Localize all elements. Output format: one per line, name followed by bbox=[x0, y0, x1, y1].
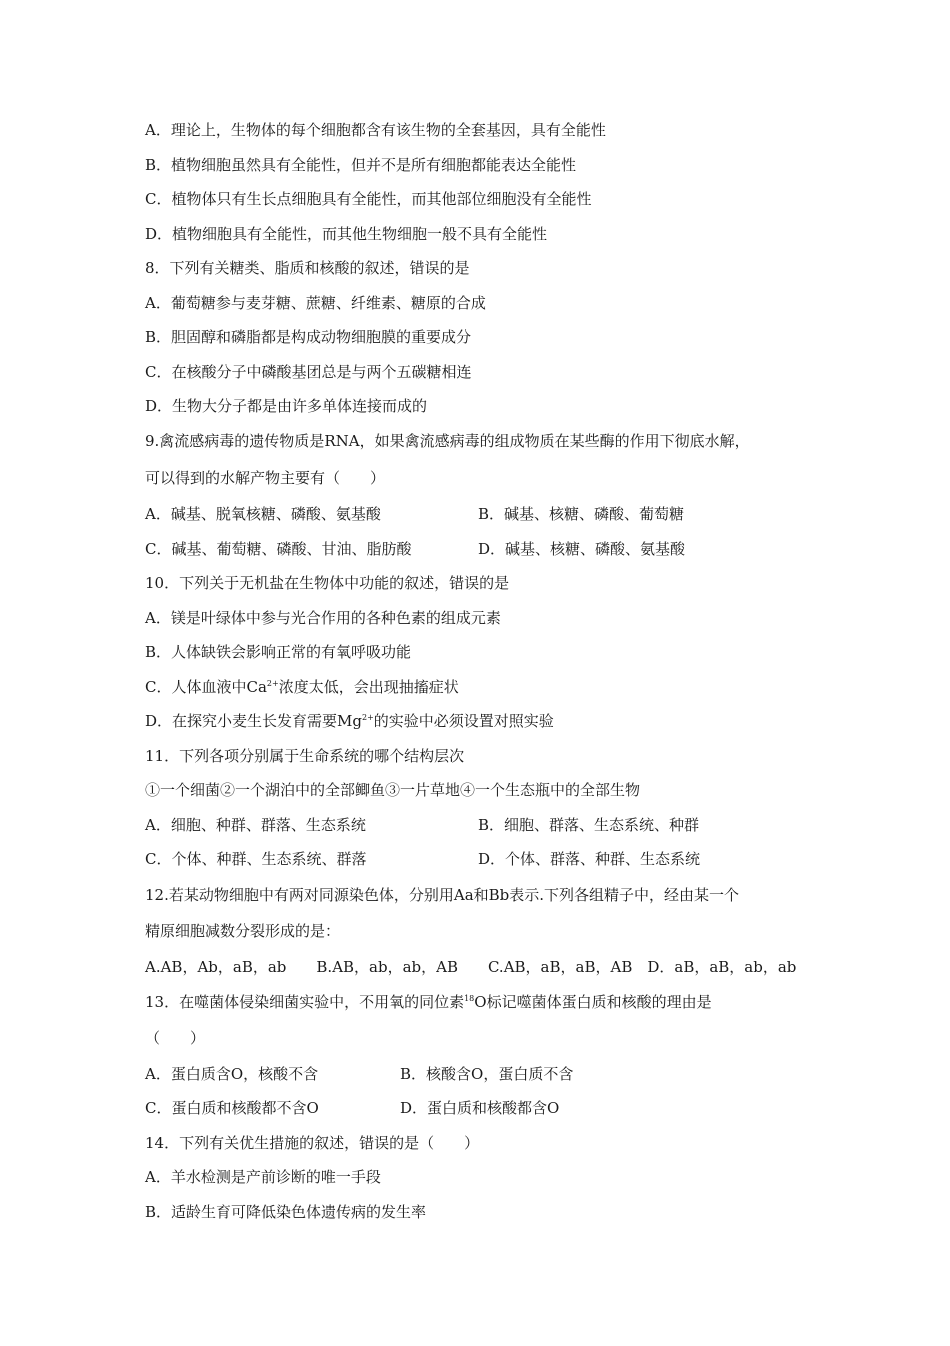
q10-option-c-post: 浓度太低，会出现抽搐症状 bbox=[278, 678, 459, 696]
q12-options: A.AB，Ab，aB，ab B.AB，ab，ab，AB C.AB，aB，aB，AB D．aB，aB，ab，ab bbox=[145, 958, 797, 976]
q10-option-c-sup: 2+ bbox=[266, 679, 279, 688]
q7-option-d: D．植物细胞具有全能性，而其他生物细胞一般不具有全能性 bbox=[145, 225, 548, 243]
q7-option-a: A．理论上，生物体的每个细胞都含有该生物的全套基因，具有全能性 bbox=[145, 121, 606, 139]
q8-option-c: C．在核酸分子中磷酸基团总是与两个五碳糖相连 bbox=[145, 363, 472, 381]
q14-option-b: B．适龄生育可降低染色体遗传病的发生率 bbox=[145, 1203, 427, 1221]
q11-option-a: A．细胞、种群、群落、生态系统 bbox=[145, 816, 366, 834]
q11-items: ①一个细菌②一个湖泊中的全部鲫鱼③一片草地④一个生态瓶中的全部生物 bbox=[145, 781, 641, 799]
q10-option-c-pre: C．人体血液中Ca bbox=[145, 678, 267, 696]
q9-option-c: C．碱基、葡萄糖、磷酸、甘油、脂肪酸 bbox=[145, 540, 412, 558]
q13-answer-paren: （ ） bbox=[145, 1029, 206, 1047]
q13-stem-sup: 18 bbox=[464, 994, 475, 1003]
q10-stem: 10．下列关于无机盐在生物体中功能的叙述，错误的是 bbox=[145, 574, 510, 592]
q9-stem-line1: 9.禽流感病毒的遗传物质是RNA，如果禽流感病毒的组成物质在某些酶的作用下彻底水解， bbox=[145, 432, 750, 450]
q13-option-a: A．蛋白质含O，核酸不含 bbox=[145, 1065, 319, 1083]
q10-option-d bbox=[145, 711, 554, 731]
q8-option-a: A．葡萄糖参与麦芽糖、蔗糖、纤维素、糖原的合成 bbox=[145, 294, 486, 312]
q10-option-b: B．人体缺铁会影响正常的有氧呼吸功能 bbox=[145, 643, 412, 661]
q10-option-c bbox=[145, 677, 459, 697]
q11-option-b: B．细胞、群落、生态系统、种群 bbox=[478, 816, 700, 834]
q14-option-a: A．羊水检测是产前诊断的唯一手段 bbox=[145, 1168, 381, 1186]
q8-option-d: D．生物大分子都是由许多单体连接而成的 bbox=[145, 397, 428, 415]
q11-option-d: D．个体、群落、种群、生态系统 bbox=[478, 850, 701, 868]
q13-option-c: C．蛋白质和核酸都不含O bbox=[145, 1099, 319, 1117]
q9-option-b: B．碱基、核糖、磷酸、葡萄糖 bbox=[478, 505, 685, 523]
q10-option-d-sup: 2+ bbox=[362, 713, 374, 722]
q10-option-d-post: 的实验中必须设置对照实验 bbox=[373, 712, 554, 730]
q13-stem-post: O标记噬菌体蛋白质和核酸的理由是 bbox=[474, 993, 712, 1011]
q10-option-d-pre: D．在探究小麦生长发育需要Mg bbox=[145, 712, 362, 730]
q13-option-d: D．蛋白质和核酸都含O bbox=[400, 1099, 560, 1117]
q13-stem bbox=[145, 992, 712, 1012]
q13-stem-pre: 13．在噬菌体侵染细菌实验中，不用氧的同位素 bbox=[145, 993, 465, 1011]
q12-stem-line2: 精原细胞减数分裂形成的是： bbox=[145, 922, 341, 940]
q9-option-d: D．碱基、核糖、磷酸、氨基酸 bbox=[478, 540, 686, 558]
q7-option-c: C．植物体只有生长点细胞具有全能性，而其他部位细胞没有全能性 bbox=[145, 190, 592, 208]
q14-stem: 14．下列有关优生措施的叙述，错误的是（ ） bbox=[145, 1134, 480, 1152]
q13-option-b: B．核酸含O，蛋白质不含 bbox=[400, 1065, 574, 1083]
q7-option-b: B．植物细胞虽然具有全能性，但并不是所有细胞都能表达全能性 bbox=[145, 156, 577, 174]
q9-stem-line2: 可以得到的水解产物主要有（ ） bbox=[145, 469, 386, 487]
q12-stem-line1: 12.若某动物细胞中有两对同源染色体，分别用Aa和Bb表示.下列各组精子中，经由某一个 bbox=[145, 886, 740, 904]
q11-stem: 11．下列各项分别属于生命系统的哪个结构层次 bbox=[145, 747, 465, 765]
q8-option-b: B．胆固醇和磷脂都是构成动物细胞膜的重要成分 bbox=[145, 328, 472, 346]
q11-option-c: C．个体、种群、生态系统、群落 bbox=[145, 850, 367, 868]
q10-option-a: A．镁是叶绿体中参与光合作用的各种色素的组成元素 bbox=[145, 609, 501, 627]
q9-option-a: A．碱基、脱氧核糖、磷酸、氨基酸 bbox=[145, 505, 381, 523]
q8-stem: 8．下列有关糖类、脂质和核酸的叙述，错误的是 bbox=[145, 259, 470, 277]
